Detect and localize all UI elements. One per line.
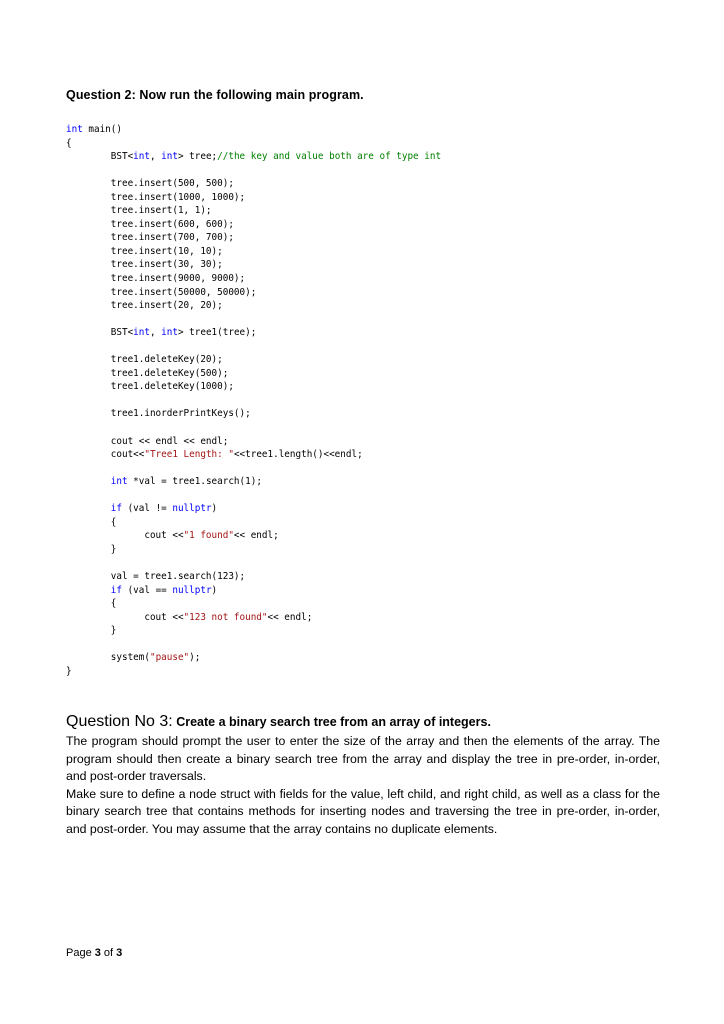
- footer-page-current: 3: [94, 947, 101, 959]
- code-token: int: [161, 327, 178, 339]
- code-token: ,: [149, 327, 162, 339]
- code-token: "123 not found": [183, 611, 268, 623]
- code-token: "1 found": [183, 530, 234, 542]
- code-token: tree.insert(30, 30);: [66, 259, 223, 271]
- code-line: [66, 340, 666, 354]
- question3-section: [66, 712, 660, 839]
- code-line: [66, 204, 666, 218]
- code-line: [66, 502, 666, 516]
- code-token: tree.insert(10, 10);: [66, 245, 223, 257]
- code-line: [66, 258, 666, 272]
- code-token: }: [66, 625, 117, 637]
- code-token: int: [133, 327, 150, 339]
- code-line: [66, 638, 666, 652]
- code-token: main(): [82, 124, 122, 135]
- code-token: tree.insert(500, 500);: [66, 178, 234, 190]
- code-line: [66, 123, 666, 137]
- code-line: [66, 164, 666, 178]
- footer-page-of: of: [100, 947, 117, 959]
- code-line: [66, 394, 666, 408]
- question3-heading-lead: Question No 3:: [66, 713, 173, 730]
- code-token: <<tree1.length()<<endl;: [233, 449, 363, 461]
- code-line: [66, 326, 666, 340]
- code-line: [66, 597, 666, 611]
- code-line: [66, 299, 666, 313]
- code-token: );: [189, 652, 201, 664]
- code-token: int: [110, 476, 128, 488]
- code-line: [66, 529, 666, 543]
- code-token: if: [110, 503, 122, 515]
- code-token: tree.insert(50000, 50000);: [66, 286, 257, 298]
- code-line: [66, 286, 666, 300]
- code-token: int: [66, 124, 83, 135]
- code-token: nullptr: [172, 584, 212, 596]
- code-line: [66, 231, 666, 245]
- code-line: [66, 570, 666, 584]
- code-token: [66, 476, 111, 487]
- code-token: }: [66, 665, 72, 677]
- code-token: tree.insert(600, 600);: [66, 218, 234, 230]
- code-token: [66, 585, 111, 596]
- code-token: BST<: [66, 151, 134, 163]
- code-token: cout <<: [66, 530, 184, 542]
- code-token: tree1.inorderPrintKeys();: [66, 408, 251, 420]
- code-token: [66, 503, 111, 514]
- code-token: }: [66, 543, 117, 555]
- code-line: [66, 489, 666, 503]
- code-token: > tree1(tree);: [177, 327, 257, 339]
- code-token: ): [211, 503, 218, 515]
- code-line: [66, 177, 666, 191]
- footer-page-total: 3: [116, 947, 123, 959]
- code-line: [66, 557, 666, 571]
- code-token: val = tree1.search(123);: [66, 571, 246, 583]
- code-token: tree.insert(700, 700);: [66, 232, 234, 244]
- question3-paragraph-1: The program should prompt the user to enter the size of the array and then the elements of the array. The program should then create a binary search tree from the array and display the tree in pre-order, in-order, and post-order traversals.: [66, 734, 660, 784]
- code-line: [66, 407, 666, 421]
- code-token: //the key and value both are of type int: [217, 151, 442, 163]
- code-line: [66, 191, 666, 205]
- code-line: [66, 245, 666, 259]
- code-line: [66, 380, 666, 394]
- code-line: [66, 421, 666, 435]
- code-token: "pause": [149, 652, 190, 664]
- code-line: [66, 516, 666, 530]
- code-token: if: [110, 584, 122, 596]
- code-token: tree.insert(9000, 9000);: [66, 273, 246, 285]
- footer-page-label: Page: [66, 947, 95, 959]
- code-line: [66, 475, 666, 489]
- code-block: [66, 123, 666, 678]
- code-token: << endl;: [267, 611, 313, 623]
- code-token: cout<<: [66, 449, 145, 461]
- code-token: "Tree1 Length: ": [144, 449, 234, 461]
- code-token: tree1.deleteKey(1000);: [66, 381, 234, 393]
- code-line: [66, 584, 666, 598]
- code-token: > tree;: [177, 151, 218, 163]
- code-token: system(: [66, 652, 150, 664]
- question2-heading: Question 2: Now run the following main program.: [66, 88, 364, 102]
- code-token: cout << endl << endl;: [66, 435, 229, 447]
- code-token: tree.insert(1, 1);: [66, 205, 212, 217]
- code-line: [66, 624, 666, 638]
- code-token: ,: [149, 151, 162, 163]
- code-token: << endl;: [233, 530, 279, 542]
- code-line: [66, 137, 666, 151]
- code-token: int: [161, 151, 178, 163]
- code-line: [66, 543, 666, 557]
- code-line: [66, 435, 666, 449]
- code-token: tree.insert(20, 20);: [66, 300, 223, 312]
- code-token: {: [66, 516, 117, 528]
- code-line: [66, 218, 666, 232]
- code-line: [66, 665, 666, 679]
- code-line: [66, 651, 666, 665]
- code-line: [66, 448, 666, 462]
- code-token: (val !=: [121, 503, 173, 515]
- code-line: [66, 462, 666, 476]
- code-token: tree.insert(1000, 1000);: [66, 191, 246, 203]
- code-line: [66, 313, 666, 327]
- code-token: {: [66, 137, 72, 149]
- code-token: tree1.deleteKey(20);: [66, 354, 223, 366]
- code-line: [66, 272, 666, 286]
- question3-heading: [66, 712, 660, 732]
- code-line: [66, 367, 666, 381]
- code-token: *val = tree1.search(1);: [127, 476, 262, 488]
- code-token: tree1.deleteKey(500);: [66, 367, 229, 379]
- page-footer: [66, 947, 122, 959]
- code-token: BST<: [66, 327, 134, 339]
- question3-heading-sub: Create a binary search tree from an array of integers.: [172, 715, 491, 729]
- code-token: cout <<: [66, 611, 184, 623]
- code-token: {: [66, 598, 117, 610]
- code-token: nullptr: [172, 503, 212, 515]
- code-line: [66, 611, 666, 625]
- code-line: [66, 150, 666, 164]
- code-token: ): [211, 584, 218, 596]
- code-token: (val ==: [121, 584, 173, 596]
- code-token: int: [133, 151, 150, 163]
- code-line: [66, 353, 666, 367]
- question3-paragraph-2: Make sure to define a node struct with fields for the value, left child, and right child, as well as a class for the binary search tree that contains methods for inserting nodes and traversing the tree in pre-order, in-order, and post-order. You may assume that the array contains no duplicate elements.: [66, 786, 660, 836]
